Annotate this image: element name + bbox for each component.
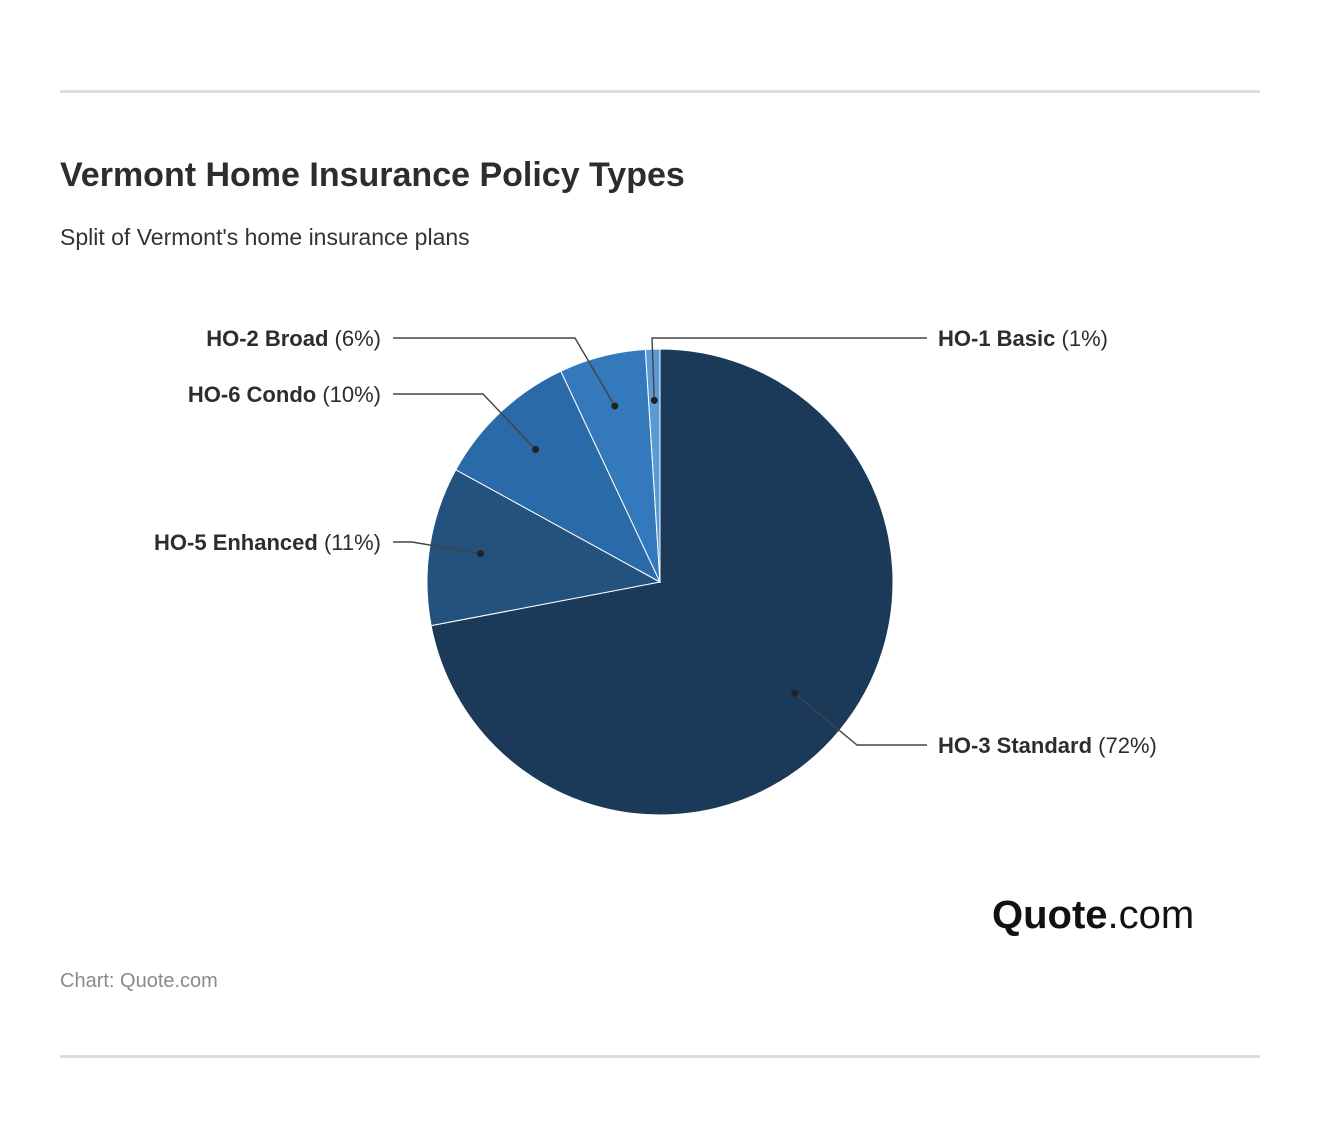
slice-label-ho-6-condo xyxy=(188,382,381,407)
chart-title: Vermont Home Insurance Policy Types xyxy=(60,156,685,194)
chart-subtitle: Split of Vermont's home insurance plans xyxy=(60,224,470,250)
logo-suffix: .com xyxy=(1107,893,1195,937)
leader-dot-ho-6-condo xyxy=(532,446,539,453)
chart-source: Chart: Quote.com xyxy=(60,970,218,992)
slice-label-name: HO-5 Enhanced xyxy=(154,530,318,555)
slice-label-value: (1%) xyxy=(1055,326,1108,351)
bottom-divider xyxy=(60,1055,1260,1058)
slice-label-name: HO-3 Standard xyxy=(938,733,1093,758)
logo-brand: Quote xyxy=(992,893,1108,937)
slice-label-name: HO-1 Basic xyxy=(938,326,1056,351)
slice-label-name: HO-6 Condo xyxy=(187,382,317,407)
slice-label-value: (10%) xyxy=(316,382,381,407)
slice-label-value: (11%) xyxy=(317,530,381,555)
leader-dot-ho-1-basic xyxy=(651,397,658,404)
slice-label-value: (6%) xyxy=(328,326,381,351)
leader-dot-ho-3-standard xyxy=(791,690,798,697)
leader-dot-ho-5-enhanced xyxy=(477,550,484,557)
slice-label-ho-5-enhanced xyxy=(154,530,381,555)
slice-label-ho-1-basic xyxy=(938,326,1108,351)
quote-logo xyxy=(992,893,1194,938)
slice-label-ho-3-standard xyxy=(938,733,1157,758)
slice-label-ho-2-broad xyxy=(206,326,381,351)
slice-label-value: (72%) xyxy=(1092,733,1157,758)
leader-dot-ho-2-broad xyxy=(611,402,618,409)
slice-label-name: HO-2 Broad xyxy=(206,326,329,351)
